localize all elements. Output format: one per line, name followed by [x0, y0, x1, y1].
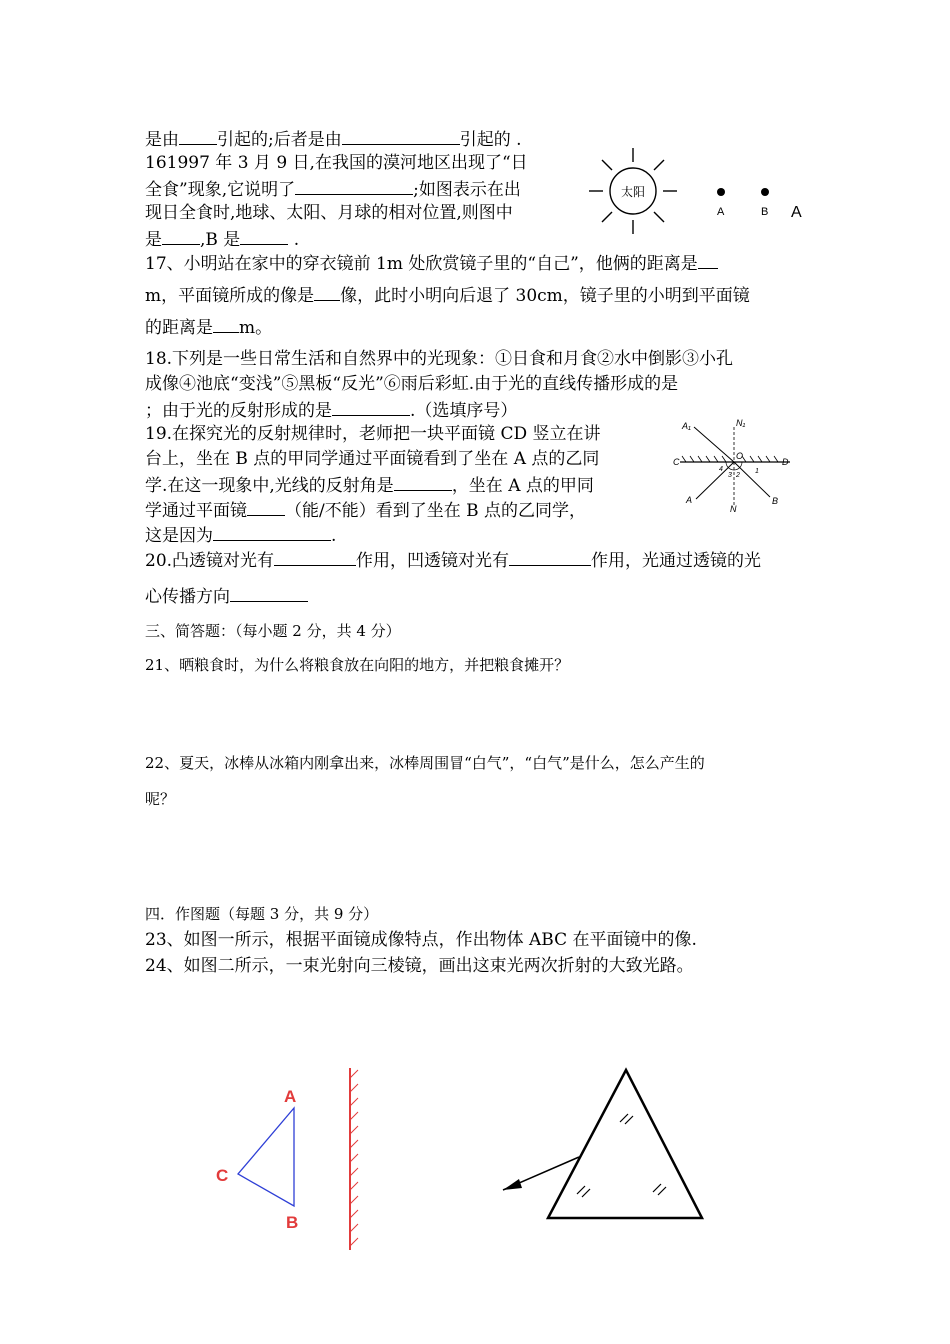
q22-line2: 呢？ [145, 790, 176, 808]
planet-dot-a [717, 188, 725, 196]
ray-arrow-icon [503, 1179, 522, 1190]
answer-blank[interactable] [274, 549, 356, 566]
answer-blank[interactable] [247, 499, 285, 516]
angle-4: 4 [719, 466, 723, 473]
section4-title: 四．作图题（每题 3 分，共 9 分） [145, 905, 379, 923]
q20-line1: 20.凸透镜对光有 作用，凹透镜对光有 作用，光通过透镜的光 [145, 551, 762, 571]
triangle-abc [238, 1108, 294, 1206]
q17-line1: 17、小明站在家中的穿衣镜前 1m 处欣赏镜子里的“自己”，他俩的距离是 [145, 252, 718, 274]
glass-marks [577, 1114, 666, 1197]
q19-line2: 台上，坐在 B 点的甲同学通过平面镜看到了坐在 A 点的乙同 [145, 449, 600, 469]
q19-line5: 这是因为 . [145, 526, 337, 546]
answer-blank[interactable] [213, 524, 331, 541]
reflection-figure [672, 415, 797, 515]
ray-a1 [694, 427, 734, 462]
label-n1: N₁ [736, 418, 746, 428]
q24: 24、如图二所示，一束光射向三棱镜，画出这束光两次折射的大致光路。 [145, 956, 694, 976]
answer-blank[interactable] [213, 316, 239, 333]
ray-b [734, 462, 770, 497]
q16-line1: 161997 年 3 月 9 日,在我国的漠河地区出现了“日 [145, 153, 528, 173]
answer-blank[interactable] [162, 228, 200, 245]
prism-triangle [548, 1070, 702, 1218]
planet-dot-b [761, 188, 769, 196]
angle-2: 2 [736, 472, 740, 479]
sun-label: 太阳 [620, 185, 646, 199]
label-c: C [216, 1166, 229, 1185]
angle-3: 3 [728, 472, 732, 479]
label-a: A [284, 1087, 297, 1106]
answer-blank[interactable] [230, 585, 308, 602]
label-a1: A₁ [682, 421, 691, 431]
answer-blank[interactable] [332, 399, 410, 416]
q15-tail-line: 是由 引起的;后者是由 引起的 . [145, 130, 522, 150]
label-b: B [761, 206, 769, 218]
answer-blank[interactable] [509, 549, 591, 566]
label-d: D [782, 457, 789, 467]
label-c: C [673, 457, 680, 467]
answer-blank[interactable] [314, 284, 340, 301]
answer-blank[interactable] [342, 128, 460, 145]
q21: 21、晒粮食时，为什么将粮食放在向阳的地方，并把粮食摊开？ [145, 656, 570, 674]
q16-line3: 现日全食时,地球、太阳、月球的相对位置,则图中 [145, 203, 513, 223]
q17-line2: m，平面镜所成的像是 像，此时小明向后退了 30cm，镜子里的小明到平面镜 [145, 286, 750, 306]
q18-line1: 18.下列是一些日常生活和自然界中的光现象：①日食和月食②水中倒影③小孔 [145, 349, 734, 369]
figure2-prism [495, 1058, 715, 1228]
label-a: A [717, 206, 725, 218]
q19-line1: 19.在探究光的反射规律时，老师把一块平面镜 CD 竖立在讲 [145, 424, 601, 444]
eclipse-figure [585, 145, 815, 235]
label-o: O [736, 451, 744, 461]
mirror-hatching [350, 1070, 358, 1246]
label-a2: A [791, 204, 802, 221]
label-n: N [730, 504, 737, 514]
q16-line2: 全食”现象,它说明了 ;如图表示在出 [145, 180, 521, 200]
q20-line2: 心传播方向 [145, 585, 308, 607]
q19-line3: 学.在这一现象中,光线的反射角是 ，坐在 A 点的甲同 [145, 476, 594, 496]
q19-line4: 学通过平面镜 （能/不能）看到了坐在 B 点的乙同学， [145, 501, 587, 521]
answer-blank[interactable] [394, 474, 452, 491]
figure1-mirror [200, 1060, 380, 1255]
q23: 23、如图一所示，根据平面镜成像特点，作出物体 ABC 在平面镜中的像. [145, 930, 697, 950]
q22-line1: 22、夏天，冰棒从冰箱内刚拿出来，冰棒周围冒“白气”，“白气”是什么，怎么产生的 [145, 754, 705, 772]
answer-blank[interactable] [240, 228, 288, 245]
label-a: A [686, 495, 693, 505]
q17-line3: 的距离是 m。 [145, 318, 273, 338]
answer-blank[interactable] [698, 252, 718, 269]
answer-blank[interactable] [295, 178, 413, 195]
q18-line3: ；由于光的反射形成的是 .（选填序号） [145, 401, 518, 421]
label-b: B [772, 496, 779, 506]
q18-line2: 成像④池底“变浅”⑤黑板“反光”⑥雨后彩虹.由于光的直线传播形成的是 [145, 374, 679, 394]
q16-line4: 是 ,B 是 . [145, 230, 300, 250]
label-b: B [286, 1213, 299, 1232]
angle-1: 1 [755, 468, 759, 475]
section3-title: 三、简答题：（每小题 2 分，共 4 分） [145, 622, 401, 640]
answer-blank[interactable] [179, 128, 217, 145]
